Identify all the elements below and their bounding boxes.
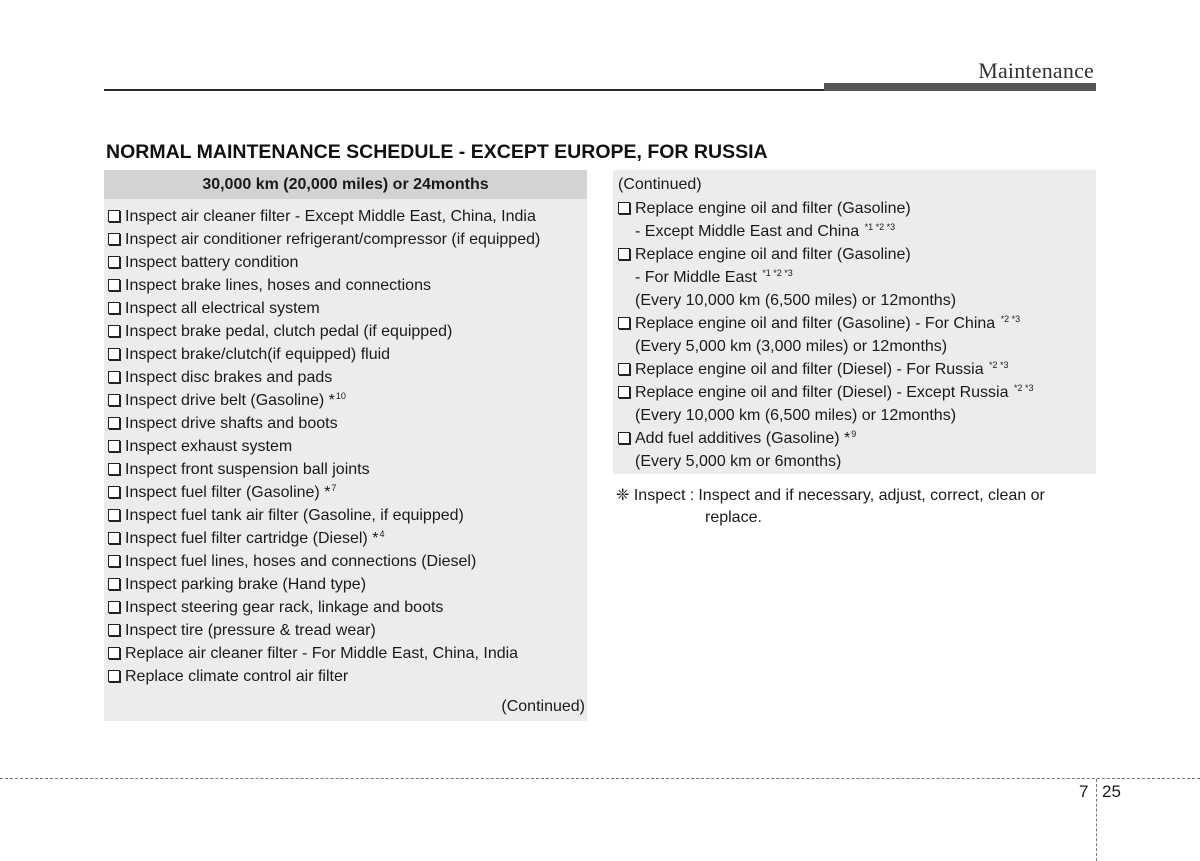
note-text: Inspect and if necessary, adjust, correct, clean or xyxy=(698,487,1045,504)
checkbox-icon xyxy=(108,532,120,544)
continued-label: (Continued) xyxy=(618,176,702,193)
checkbox-icon xyxy=(108,624,120,636)
list-item: Inspect drive belt (Gasoline) *$^{10}$ xyxy=(108,389,587,412)
list-item: Inspect battery condition xyxy=(108,251,587,274)
list-item: Inspect air conditioner refrigerant/compressor (if equipped) xyxy=(108,228,587,251)
page-number: 25 xyxy=(1102,782,1121,801)
section-title: Maintenance xyxy=(978,58,1094,83)
list-item-interval: (Every 10,000 km (6,500 miles) or 12months) xyxy=(635,292,957,309)
checkbox-icon xyxy=(108,647,120,659)
list-item: Inspect fuel lines, hoses and connections (Diesel) xyxy=(108,550,587,573)
list-item-interval: (Every 5,000 km (3,000 miles) or 12months) xyxy=(635,338,948,355)
checkbox-icon xyxy=(618,317,630,329)
checkbox-icon xyxy=(108,486,120,498)
footnote-ref: *2 *3 xyxy=(1000,314,1021,324)
list-item: Inspect all electrical system xyxy=(108,297,587,320)
checkbox-icon xyxy=(108,256,120,268)
header-rule-accent xyxy=(824,83,1096,91)
checkbox-icon xyxy=(108,302,120,314)
checkbox-icon xyxy=(108,348,120,360)
list-item: Inspect fuel tank air filter (Gasoline, if equipped) xyxy=(108,504,587,527)
checkbox-icon xyxy=(108,417,120,429)
list-item-detail: - For Middle East $^{*1 *2 *3}$ xyxy=(635,268,793,286)
footnote-ref: 9 xyxy=(851,429,857,439)
maintenance-item-list xyxy=(104,199,587,688)
checkbox-icon xyxy=(108,509,120,521)
list-item: Inspect brake lines, hoses and connections xyxy=(108,274,587,297)
checkbox-icon xyxy=(618,202,630,214)
list-item: Inspect parking brake (Hand type) xyxy=(108,573,587,596)
checkbox-icon xyxy=(618,363,630,375)
list-item: Inspect exhaust system xyxy=(108,435,587,458)
list-item: Inspect fuel filter (Gasoline) *$^7$ xyxy=(108,481,587,504)
interval-header: 30,000 km (20,000 miles) or 24months xyxy=(104,170,587,199)
checkbox-icon xyxy=(108,210,120,222)
list-item: Replace engine oil and filter (Gasoline) xyxy=(618,197,1096,220)
footnote-ref: *1 *2 *3 xyxy=(864,222,896,232)
footer-vertical-divider xyxy=(1096,779,1097,861)
footnote-ref: *1 *2 *3 xyxy=(762,268,793,278)
checkbox-icon xyxy=(618,432,630,444)
footnote-ref: *2 *3 xyxy=(1013,383,1034,393)
note-text-continued: replace. xyxy=(705,509,762,526)
maintenance-item-list xyxy=(613,195,1096,473)
checkbox-icon xyxy=(618,248,630,260)
checkbox-icon xyxy=(108,233,120,245)
list-item: Inspect brake pedal, clutch pedal (if equipped) xyxy=(108,320,587,343)
footnote-ref: 4 xyxy=(379,529,385,539)
list-item: Inspect brake/clutch(if equipped) fluid xyxy=(108,343,587,366)
checkbox-icon xyxy=(108,463,120,475)
checkbox-icon xyxy=(618,386,630,398)
checkbox-icon xyxy=(108,601,120,613)
footnote-ref: 10 xyxy=(335,391,346,401)
list-item: Replace engine oil and filter (Gasoline) xyxy=(618,243,1096,266)
chapter-number: 7 xyxy=(1079,782,1089,801)
note-symbol-icon: ❈ xyxy=(616,487,630,504)
checkbox-icon xyxy=(108,670,120,682)
checkbox-icon xyxy=(108,394,120,406)
list-item: Inspect air cleaner filter - Except Middle East, China, India xyxy=(108,205,587,228)
continued-label: (Continued) xyxy=(501,698,585,715)
list-item-detail: - Except Middle East and China $^{*1 *2 *3}$ xyxy=(635,222,896,240)
list-item-interval: (Every 10,000 km (6,500 miles) or 12months) xyxy=(635,407,957,424)
checkbox-icon xyxy=(108,279,120,291)
checkbox-icon xyxy=(108,555,120,567)
checkbox-icon xyxy=(108,578,120,590)
header-rule xyxy=(104,89,824,91)
list-item: Replace climate control air filter xyxy=(108,665,587,688)
list-item: Inspect tire (pressure & tread wear) xyxy=(108,619,587,642)
checkbox-icon xyxy=(108,440,120,452)
list-item: Inspect steering gear rack, linkage and boots xyxy=(108,596,587,619)
page-heading: NORMAL MAINTENANCE SCHEDULE - EXCEPT EUROPE, FOR RUSSIA xyxy=(106,141,768,163)
checkbox-icon xyxy=(108,325,120,337)
inspect-note xyxy=(616,485,1096,529)
list-item: Inspect disc brakes and pads xyxy=(108,366,587,389)
list-item: Replace engine oil and filter (Diesel) - For Russia $^{*2 *3}$ xyxy=(618,358,1096,381)
list-item: Inspect fuel filter cartridge (Diesel) *$^4$ xyxy=(108,527,587,550)
list-item: Inspect front suspension ball joints xyxy=(108,458,587,481)
list-item-interval: (Every 5,000 km or 6months) xyxy=(635,453,842,470)
footer-divider xyxy=(0,778,1200,779)
list-item: Inspect drive shafts and boots xyxy=(108,412,587,435)
footnote-ref: 7 xyxy=(331,483,337,493)
note-label: Inspect : xyxy=(633,487,695,504)
checkbox-icon xyxy=(108,371,120,383)
list-item: Replace engine oil and filter (Gasoline) - For China $^{*2 *3}$ xyxy=(618,312,1096,335)
footnote-ref: *2 *3 xyxy=(989,360,1009,370)
list-item: Replace air cleaner filter - For Middle East, China, India xyxy=(108,642,587,665)
schedule-right-column xyxy=(613,170,1096,474)
list-item: Add fuel additives (Gasoline) *$^9$ xyxy=(618,427,1096,450)
list-item: Replace engine oil and filter (Diesel) - Except Russia $^{*2 *3}$ xyxy=(618,381,1096,404)
schedule-left-column xyxy=(104,170,587,721)
